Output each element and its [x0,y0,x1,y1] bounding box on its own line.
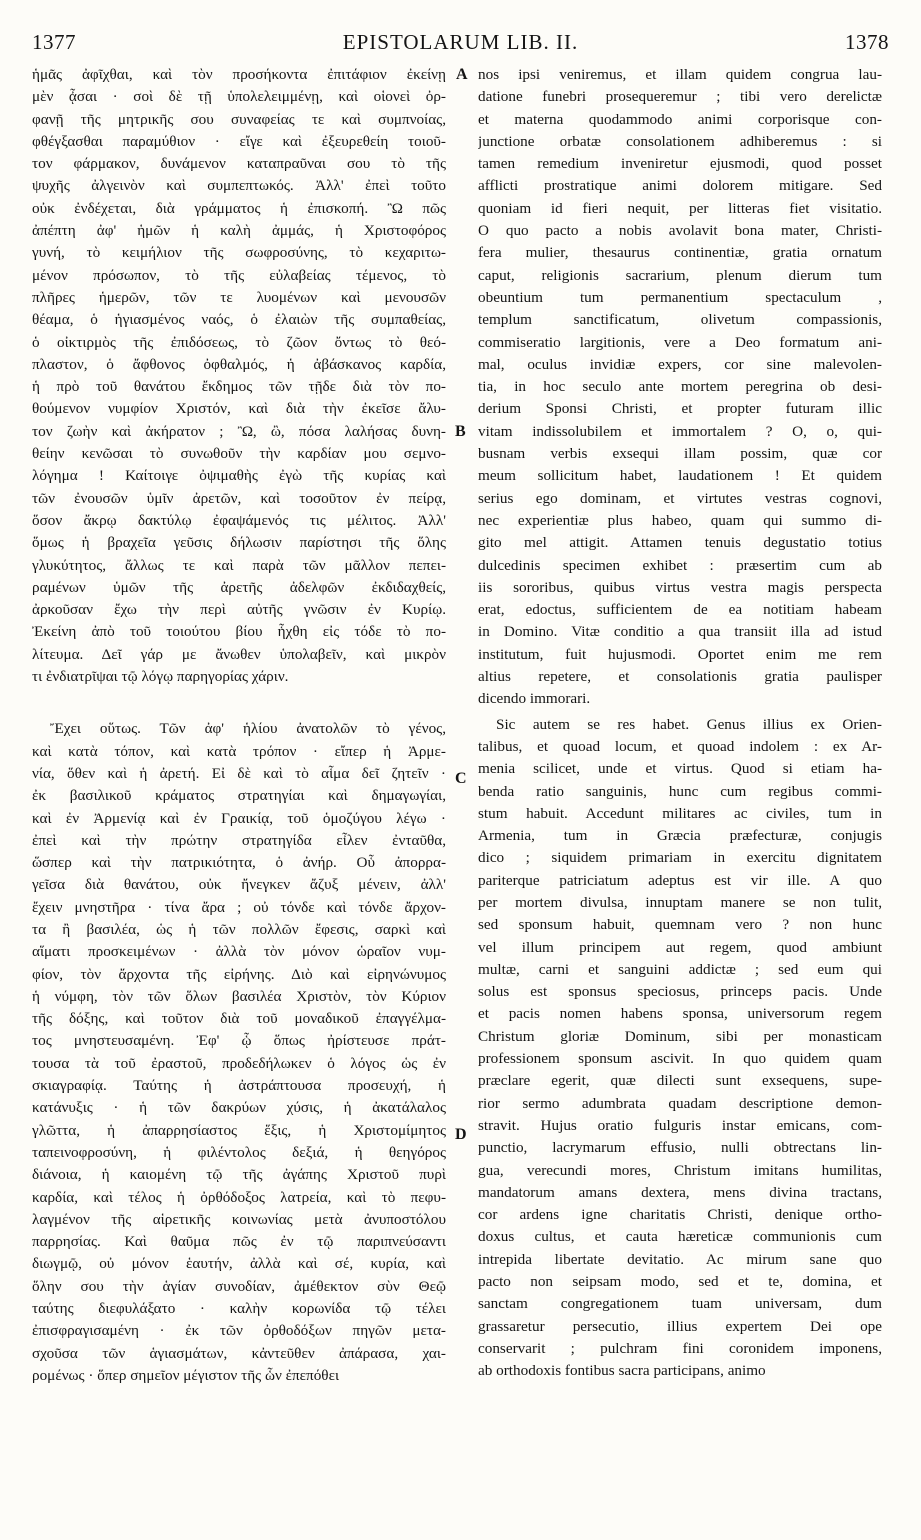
text-line: τουσα τὰ τοῦ ἐραστοῦ, προδεδήλωκεν ὁ λόγος ὡς ἐν [32,1054,446,1072]
text-line: iis sororibus, quibus virtus vestra magis perspecta [478,578,882,596]
text-line: ab orthodoxis fontibus sacra participans, animo [478,1362,766,1380]
text-line: serius ego dominam, et virtutes vestras cognovi, [478,489,882,507]
latin-column [478,64,882,1383]
text-line: φθέγξασθαι παραμύθιον · εἴγε καὶ ἐξευρεθείη τοιοῦ- [32,132,446,150]
text-line: ραμένων ὑμῶν τῆς ἀρετῆς ἀδελφῶν ἐκδιδαχθείς, [32,578,446,596]
text-line: ρομένως · ὅπερ σημεῖον μέγιστον τῆς ὧν ἐπεπόθει [32,1366,340,1384]
text-line: θέαμα, ὁ ἡγιασμένος ναός, ὁ ἐλαιὼν τῆς συμπαθείας, [32,311,446,329]
text-line: ἡ νύμφη, τὸν τῶν ὅλων βασιλέα Χριστὸν, τὸν Κύριον [32,987,446,1005]
text-line: in Domino. Vitæ conditio a qua transiit illa ad istud [478,623,882,641]
greek-column [32,64,446,1387]
text-line: ἡ πρὸ τοῦ θανάτου ἔκδημος τῶν τῇδε διὰ τὸν πο- [32,378,446,396]
text-line: pacto non seipsam modo, sed et te, domina, et [478,1273,882,1291]
text-line: vel illum principem aut regem, quod ambiunt [478,938,882,956]
text-line: ἐπεὶ καὶ τὴν πρώτην στρατηγίδα εἶλεν ἐνταῦθα, [32,831,446,849]
text-line: cor ardens igne charitatis Christi, denique ortho- [478,1206,882,1224]
text-line: πλῆρες ἡμερῶν, τῶν τε λυομένων καὶ μενουσῶν [32,288,446,306]
text-line: et materna quodammodo animi corporisque con- [478,110,882,128]
text-line: gua, verecundi mores, Christum imitans humilitas, [478,1161,882,1179]
text-line: erat, edoctus, sufficientem de ea notitiam habeam [478,601,882,619]
text-line: busnam verbis exsequi illam possim, quæ cor [478,445,882,463]
text-line: junctione orbatæ consolationem adhiberemus : si [478,132,882,150]
text-line: φίον, τὸν ἄρχοντα τῆς εἰρήνης. Διὸ καὶ εἰρηνώνυμος [32,965,446,983]
text-line: grassaretur persecutio, illius expertem Dei ope [478,1317,882,1335]
text-line: nec experientiæ plus habeo, quam qui summo di- [478,511,882,529]
text-line: sanctam congregationem tuam universam, dum [478,1295,882,1313]
text-line: ἐπισφραγισαμένη · ἐκ τῶν ὀρθοδόξων πηγῶν μετα- [32,1322,446,1340]
text-line: intrepida libertate devitatio. Ac mirum sane quo [478,1250,882,1268]
text-line: O quo pacto a nobis avolavit bona mater, Christi- [478,222,882,240]
text-line: altius repetere, et consolationis gratia paulisper [478,668,882,686]
text-line: benda ratio sanguinis, hunc cum regibus commi- [478,782,882,800]
margin-letter-a: A [456,66,468,83]
text-line: punctio, lacrymarum effusio, nulli obtrectans lin- [478,1139,882,1157]
text-line: rior sermo adumbrata quadam descriptione demon- [478,1094,882,1112]
text-line: ὅλην σου τὴν ἁγίαν συνοδίαν, ἀμέθεκτον σὺν Θεῷ [32,1277,446,1295]
column-number-right: 1378 [845,30,889,54]
margin-letter-d: D [455,1126,467,1143]
text-line: θείην κενῶσαι τὸ συνωθοῦν τὴν καρδίαν μου σεμνο- [32,445,446,463]
text-line: διάνοια, ἡ καιομένη τῷ τῆς ἀγάπης Χριστοῦ πυρὶ [32,1166,446,1184]
text-line: tia, in hoc seculo ante mortem peregrina ob desi- [478,378,882,396]
text-line: καὶ ἐν Ἀρμενίᾳ καὶ ἐν Γραικίᾳ, τοῦ ὁμοζύγου λέγω · [32,809,446,827]
text-line: γλυκύτητος, ἄλλως τε καὶ παρὰ τῶν μᾶλλον πεπει- [32,556,446,574]
text-line: templum sanctificatum, olivetum compassionis, [478,311,882,329]
column-number-left: 1377 [32,30,76,54]
text-line: λίτευμα. Δεῖ γάρ με ἄνωθεν ὑπολαβεῖν, καὶ μικρὸν [32,645,446,663]
text-line: ὥσπερ καὶ τὴν πατρικιότητα, ὁ ἀνήρ. Οὗ ἀπορρα- [32,854,446,872]
text-line: γλῶττα, ἡ ἀπαρρησίαστος ἕξις, ἡ Χριστομίμητος [32,1121,446,1139]
text-line: τῆς δόξης, καὶ τοῦτον διὰ τοῦ μοναδικοῦ ἐπαγγέλμα- [32,1010,446,1028]
text-line: σχοῦσα τῶν ἁγιασμάτων, κἀντεῦθεν ἀπάρασα, χαι- [32,1344,446,1362]
text-line: et pacis nomen habens sponsa, universorum regem [478,1005,882,1023]
text-line: ὅσον ἄκρῳ δακτύλῳ ἐφαψάμενός τις μέλιτος. Ἀλλ' [32,511,446,529]
margin-letter-c: C [455,770,467,787]
text-line: Christum gloriæ Dominum, sibi per monasticam [478,1027,882,1045]
greek-paragraph-1 [32,64,446,688]
text-line: λαγμένον τῆς αἱρετικῆς κοινωνίας μετὰ ἀνυποστόλου [32,1210,446,1228]
text-line: γυνή, τὸ κειμήλιον τῆς σωφροσύνης, τὸ κεχαριτω- [32,244,446,262]
text-line: Ἔχει οὕτως. Τῶν ἀφ' ἡλίου ἀνατολῶν τὸ γένος, [50,720,446,738]
text-line: doxus cultus, et cauta hæreticæ communionis cum [478,1228,882,1246]
text-line: ἐκ βασιλικοῦ κράματος στρατηγίαι καὶ δημαγωγίαι, [32,787,446,805]
text-line: ταύτης διεφυλάξατο · καλὴν κορωνίδα τῷ τέλει [32,1300,446,1318]
text-line: ἀπέπτη ἀφ' ἡμῶν ἡ καλὴ ἀμμάς, ἡ Χριστοφόρος [32,222,446,240]
text-line: institutum, fuit hujusmodi. Oportet enim me rem [478,645,882,663]
text-line: νία, ὅθεν καὶ ἡ ἀρετή. Εἰ δὲ καὶ τὸ αἷμα δεῖ ζητεῖν · [32,764,446,782]
text-line: commiseratio largitionis, vere a Deo formatum ani- [478,333,882,351]
text-line: solus est sponsus speciosus, princeps pacis. Unde [478,983,882,1001]
text-line: dicendo immorari. [478,690,591,708]
text-line: vitam indissolubilem et immortalem ? O, o, qui- [478,422,882,440]
latin-paragraph-1 [478,64,882,711]
text-line: præclare egerit, quæ dilecti sunt exsequens, supe- [478,1072,882,1090]
text-line: per mortem divulsa, innuptam manere se non tulit, [478,893,882,911]
text-line: παρρησίας. Καὶ θαῦμα πῶς ἐν τῷ παριπνεύσαντι [32,1233,446,1251]
greek-paragraph-2 [32,718,446,1387]
latin-paragraph-2 [478,714,882,1383]
text-line: διωγμῷ, οὐ μόνον ἑαυτήν, ἀλλὰ καὶ σέ, κυρία, καὶ [32,1255,446,1273]
text-line: ἔχειν μνηστῆρα · τίνα ἄρα ; οὐ τόνδε καὶ τόνδε ἄρχον- [32,898,446,916]
text-line: ταπεινοφροσύνη, ἡ φιλέντολος δεξιά, ἡ θεηγόρος [32,1143,446,1161]
text-line: θούμενον νυμφίον Χριστόν, καὶ διὰ τὴν ἐκεῖσε ἄλυ- [32,400,446,418]
text-line: conservarit ; pulchram fini coronidem imponens, [478,1339,882,1357]
text-line: stum habuit. Accedunt militares ac civiles, tum in [478,804,882,822]
text-line: τον φάρμακον, δυνάμενον καταπραῦναι σου τὸ τῆς [32,155,446,173]
text-line: derium Sponsi Christi, et propter futuram illic [478,400,882,418]
text-line: dico ; siquidem primariam in exercitu dignitatem [478,849,882,867]
text-line: ψυχῆς ἀλγεινὸν καὶ συμπεπτωκός. Ἀλλ' ἐπεὶ τοῦτο [32,177,446,195]
text-line: multæ, carni et sanguini addictæ ; sed eum qui [478,960,882,978]
text-line: Armenia, tum in Græcia præfecturæ, conjugis [478,827,882,845]
text-line: mandatorum amans dextera, mens divina tractans, [478,1183,882,1201]
text-line: talibus, et quoad locum, et quoad indolem : ex Ar- [478,737,882,755]
running-title: EPISTOLARUM LIB. II. [342,30,579,54]
text-line: mal, oculus invidiæ expers, cor sine malevolen- [478,355,882,373]
text-line: σκιαγραφίᾳ. Ταύτης ἡ ἀστράπτουσα προσευχή, ἡ [32,1077,446,1095]
text-line: afflicti prostratique animi dolorem mitigare. Sed [478,177,882,195]
text-line: obeuntium tum permanentium spectaculum , [478,288,882,306]
text-line: professionem sponsum ascivit. In quo quidem quam [478,1050,882,1068]
text-line: sed sponsum habuit, quemnam vero ? non hunc [478,916,882,934]
text-line: dulcedinis specimen exhibet : præsertim cum ab [478,556,882,574]
text-line: λόγημα ! Καίτοιγε ὀψιμαθὴς ἐγὼ τῆς κυρίας καὶ [32,467,446,485]
text-line: τος μνηστευσαμένη. Ἐφ' ᾧ ὅπως ἠρίστευσε πράτ- [32,1032,446,1050]
text-line: quoniam id fieri nequit, per litteras fiet visitatio. [478,199,882,217]
text-line: τα ἢ βασιλέα, ὡς ἡ τῶν πολλῶν ἔφεσις, σαρκὶ καὶ [32,920,446,938]
text-line: μὲν ᾆσαι · σοὶ δὲ τῇ ὑπολελειμμένῃ, καὶ οἱονεὶ ὀρ- [32,88,446,106]
text-line: τι ἐνδιατρῖψαι τῷ λόγῳ παρηγορίας χάριν. [32,668,289,686]
text-line: τῶν ἐνουσῶν ὑμῖν ἀρετῶν, καὶ τοσοῦτον ἐν πείρᾳ, [32,489,446,507]
text-line: ὅμως ἡ βραχεῖα γεῦσις δήλωσιν παρίστησι τῆς ὅλης [32,534,446,552]
text-line: nos ipsi veniremus, et illam quidem congrua lau- [478,66,882,83]
text-line: αἵματι προσκειμένων · ἀλλὰ τὸν μόνον ὡραῖον νυμ- [32,943,446,961]
text-line: κατάνυξις · ἡ τῶν δακρύων χύσις, ἡ ἀκατάλαλος [32,1099,446,1117]
text-line: fera mulier, thesaurus continentiæ, gratia ornatum [478,244,882,262]
text-line: datione funebri prosequeremur ; tibi vero derelictæ [478,88,882,106]
text-line: καὶ κατὰ τόπον, καὶ κατὰ τρόπον · εἴπερ ἡ Ἀρμε- [32,742,446,760]
text-line: tamen remedium inveniretur ejusmodi, quod posset [478,155,882,173]
text-line: ἡμᾶς ἀφῖχθαι, καὶ τὸν προσήκοντα ἐπιτάφιον ἐκείνῃ [32,66,446,83]
text-line: ὁ οἰκτιρμὸς τῆς ἐπιδόσεως, τὸ ζῶον ὄντως τὸ θεό- [32,333,446,351]
text-line: stravit. Hujus oratio fulguris instar emicans, com- [478,1116,882,1134]
text-line: μένον πρόσωπον, τὸ τῆς εὐλαβείας τέμενος, τὸ [32,266,446,284]
text-line: pariterque patriciatum adeptus est vir ille. A quo [478,871,882,889]
text-line: menia scilicet, unde et virtus. Quod si etiam ha- [478,760,882,778]
running-header [32,30,889,60]
text-line: Sic autem se res habet. Genus illius ex Orien- [496,715,882,733]
text-line: καρδία, καὶ τέλος ἡ ὀρθόδοξος λατρεία, καὶ τὸ πεφυ- [32,1188,446,1206]
paragraph-gap [32,688,446,718]
text-line: meum sollicitum habet, laudationem ! Et quidem [478,467,882,485]
text-line: ἀρκοῦσαν ἔχω τὴν περὶ αὐτῆς γνῶσιν ἐν Κυρίῳ. [32,601,446,619]
margin-letter-b: B [455,423,466,440]
text-line: γεῖσα διὰ θανάτου, οὐκ ἤνεγκεν ἄζυξ μένειν, ἀλλ' [32,876,446,894]
text-line: τον ζωὴν καὶ ἀκήρατον ; Ὢ, ὢ, πόσα λαλήσας δυνη- [32,422,446,440]
text-line: πλαστον, ὁ ἄφθονος ὀφθαλμός, ἡ ἀβάσκανος καρδία, [32,355,446,373]
text-line: gito mel attigit. Attamen tenuis degustatio totius [478,534,882,552]
text-line: φανῇ τῆς μητρικῆς σου συναφείας τε καὶ συμπνοίας, [32,110,446,128]
text-line: caput, religionis sacrarium, plenum dierum tum [478,266,882,284]
text-line: Ἐκείνη ἀπὸ τοῦ τοιούτου βίου ἧχθη εἰς τόδε τὸ πο- [32,623,446,641]
text-line: οὐκ ἐνδέχεται, διὰ γράμματος ἡ ἐπισκοπή. Ὢ πῶς [32,199,446,217]
